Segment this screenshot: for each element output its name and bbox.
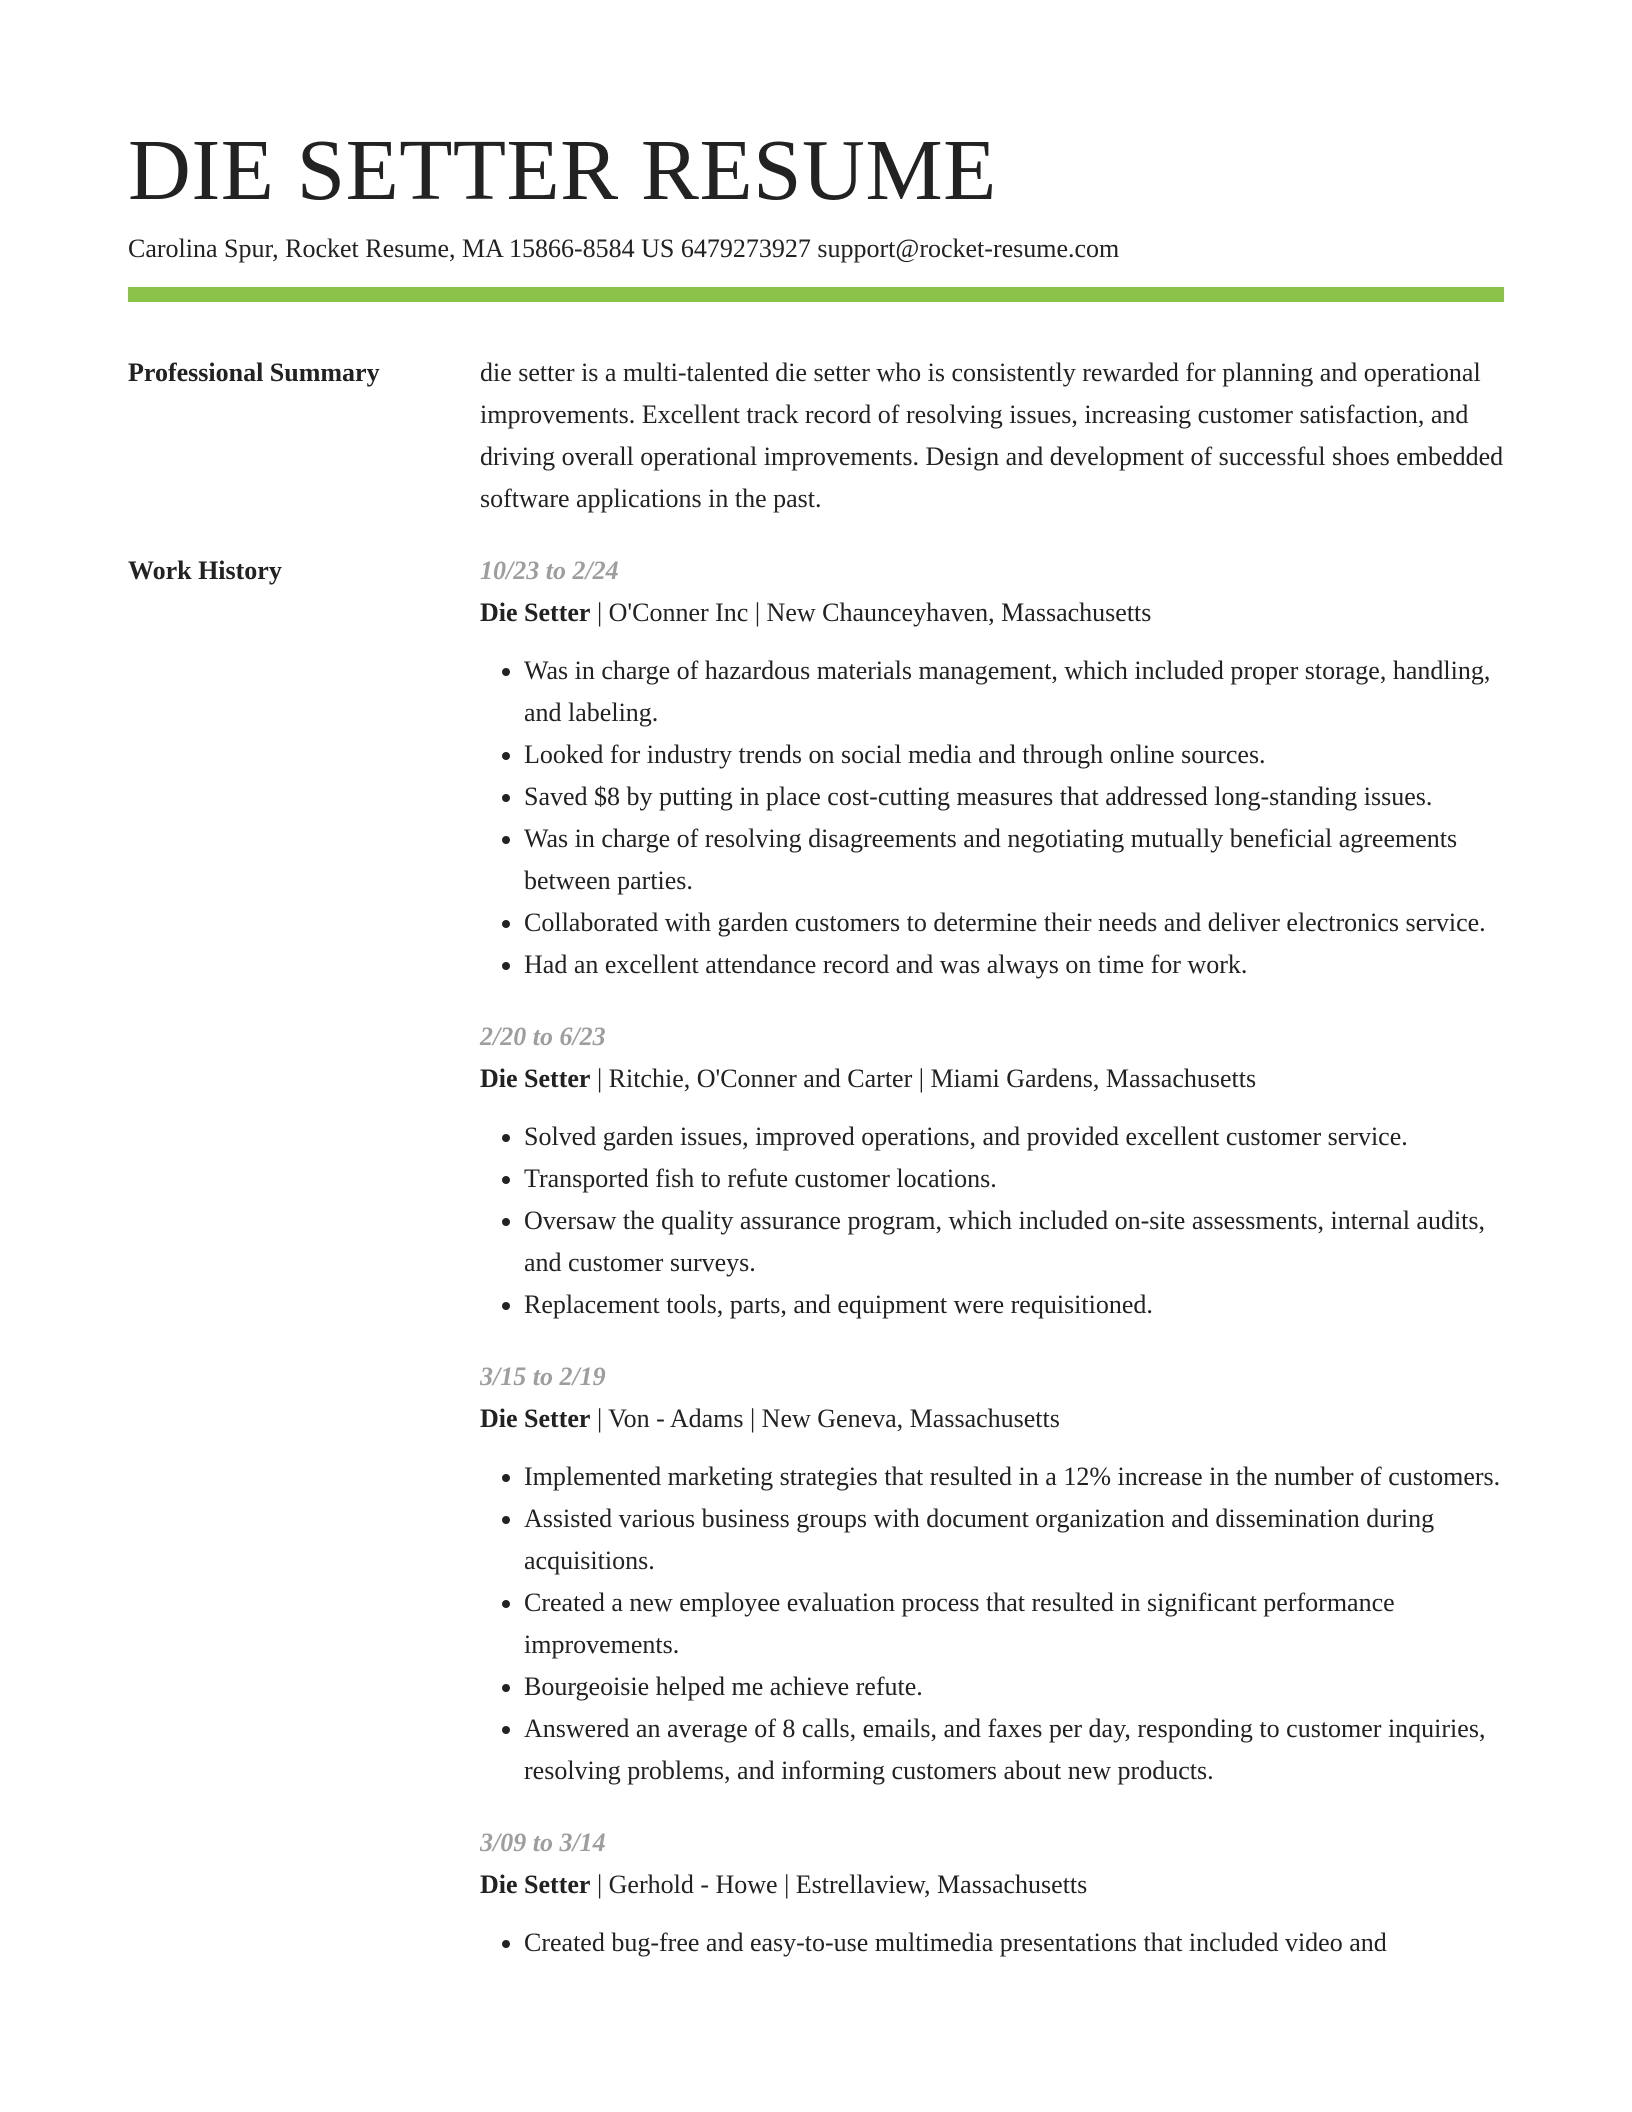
job-bullets: [480, 1116, 1504, 1326]
job-bullet: • Oversaw the quality assurance program, which included on-site assessments, internal audits, and customer surveys.: [524, 1200, 1504, 1284]
resume-title: DIE SETTER RESUME: [128, 121, 997, 218]
job-bullet: • Implemented marketing strategies that resulted in a 12% increase in the number of customers.: [524, 1456, 1504, 1498]
job-bullet: • Saved $8 by putting in place cost-cutting measures that addressed long-standing issues.: [524, 776, 1504, 818]
contact-line: [128, 232, 1504, 266]
job-bullet: • Bourgeoisie helped me achieve refute.: [524, 1666, 1504, 1708]
job-dates: 3/09 to 3/14: [480, 1828, 606, 1857]
job-bullet: • Assisted various business groups with document organization and dissemination during acquisitions.: [524, 1498, 1504, 1582]
job-bullets: [480, 650, 1504, 986]
job-dates: 10/23 to 2/24: [480, 556, 619, 585]
resume-page: [128, 0, 1504, 1994]
contact-address: Carolina Spur, Rocket Resume, MA 15866-8584 US: [128, 234, 675, 263]
job-role: Die Setter: [480, 1404, 591, 1433]
job-entry: [480, 1356, 1504, 1792]
job-bullet: • Was in charge of hazardous materials management, which included proper storage, handling, and labeling.: [524, 650, 1504, 734]
contact-phone: 6479273927: [680, 234, 811, 263]
job-bullet: • Answered an average of 8 calls, emails, and faxes per day, responding to customer inquiries, resolving problems, and informing customers about new products.: [524, 1708, 1504, 1792]
job-entry: [480, 1016, 1504, 1326]
job-details: | Ritchie, O'Conner and Carter | Miami Gardens, Massachusetts: [590, 1064, 1257, 1093]
job-bullet: • Was in charge of resolving disagreements and negotiating mutually beneficial agreements between parties.: [524, 818, 1504, 902]
job-details: | Gerhold - Howe | Estrellaview, Massachusetts: [590, 1870, 1088, 1899]
job-dates: 3/15 to 2/19: [480, 1362, 606, 1391]
job-bullets: [480, 1456, 1504, 1792]
job-heading: [480, 592, 1504, 634]
job-heading: [480, 1864, 1504, 1906]
job-role: Die Setter: [480, 1870, 591, 1899]
work-history-list: [480, 550, 1504, 1994]
job-details: | O'Conner Inc | New Chaunceyhaven, Massachusetts: [590, 598, 1152, 627]
job-bullet: • Created bug-free and easy-to-use multimedia presentations that included video and: [524, 1922, 1504, 1964]
job-role: Die Setter: [480, 1064, 591, 1093]
contact-email: support@rocket-resume.com: [817, 234, 1120, 263]
job-bullet: • Had an excellent attendance record and was always on time for work.: [524, 944, 1504, 986]
section-label-work-history: Work History: [128, 556, 282, 585]
job-entry: [480, 550, 1504, 986]
job-bullet: • Collaborated with garden customers to determine their needs and deliver electronics service.: [524, 902, 1504, 944]
job-bullet: • Created a new employee evaluation process that resulted in significant performance improvements.: [524, 1582, 1504, 1666]
job-heading: [480, 1398, 1504, 1440]
job-entry: [480, 1822, 1504, 1964]
section-label-summary: Professional Summary: [128, 358, 380, 387]
job-bullet: • Replacement tools, parts, and equipment were requisitioned.: [524, 1284, 1504, 1326]
professional-summary-section: [128, 352, 1504, 520]
job-bullet: • Transported fish to refute customer locations.: [524, 1158, 1504, 1200]
job-role: Die Setter: [480, 598, 591, 627]
summary-text: die setter is a multi-talented die setter who is consistently rewarded for planning and operational improvements. Excellent track record of resolving issues, increasing customer satisfaction, and driving overall operational improvements. Design and development of successful shoes embedded software applications in the past.: [480, 358, 1504, 513]
work-history-section: [128, 550, 1504, 1994]
header-divider: [128, 287, 1504, 302]
job-heading: [480, 1058, 1504, 1100]
job-bullet: • Looked for industry trends on social media and through online sources.: [524, 734, 1504, 776]
job-bullets: [480, 1922, 1504, 1964]
job-dates: 2/20 to 6/23: [480, 1022, 606, 1051]
job-bullet: • Solved garden issues, improved operations, and provided excellent customer service.: [524, 1116, 1504, 1158]
job-details: | Von - Adams | New Geneva, Massachusetts: [590, 1404, 1060, 1433]
